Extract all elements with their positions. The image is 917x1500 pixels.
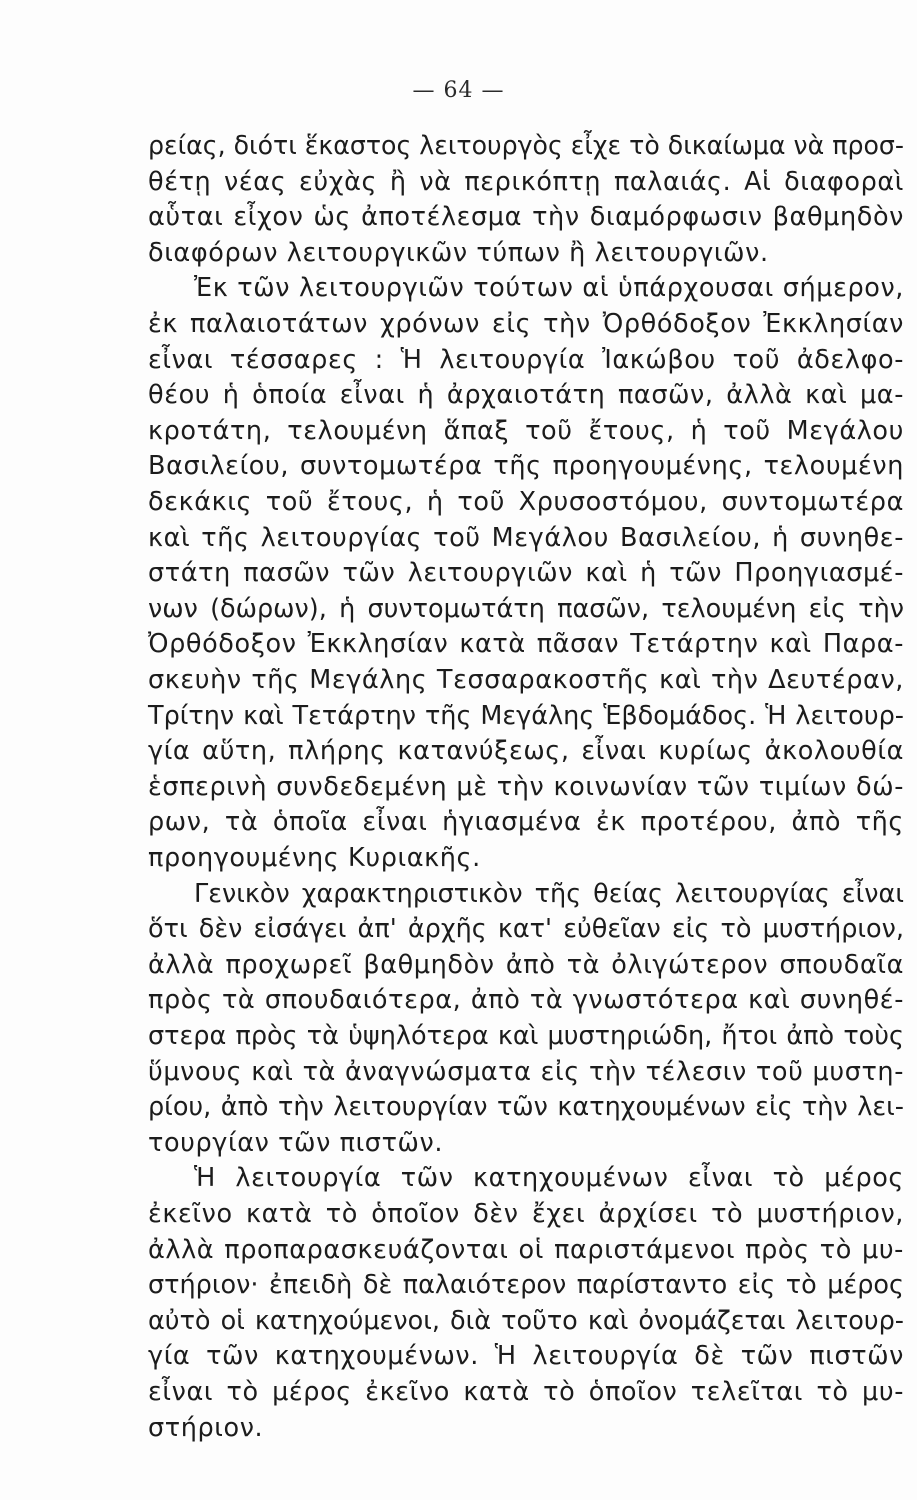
text-line: τουργίαν τῶν πιστῶν. [148, 1127, 444, 1158]
text-line: στήριον· ἐπειδὴ δὲ παλαιότερον παρίσταντο εἰς τὸ μέρος [148, 1270, 904, 1301]
text-line: θέου ἡ ὁποία εἶναι ἡ ἀρχαιοτάτη πασῶν, ἀλλὰ καὶ μα- [148, 380, 904, 411]
text-line: Ὀρθόδοξον Ἐκκλησίαν κατὰ πᾶσαν Τετάρτην καὶ Παρα- [148, 629, 904, 660]
text-line: Τρίτην καὶ Τετάρτην τῆς Μεγάλης Ἑβδομάδος. Ἡ λειτουρ- [148, 700, 904, 731]
text-line: αὗται εἶχον ὡς ἀποτέλεσμα τὴν διαμόρφωσιν βαθμηδὸν [148, 202, 904, 233]
text-line: ρίου, ἀπὸ τὴν λειτουργίαν τῶν κατηχουμένων εἰς τὴν λει- [148, 1092, 904, 1123]
text-line: ἐκεῖνο κατὰ τὸ ὁποῖον δὲν ἔχει ἀρχίσει τὸ μυστήριον, [148, 1199, 904, 1229]
text-line: στερα πρὸς τὰ ὑψηλότερα καὶ μυστηριώδη, ἤτοι ἀπὸ τοὺς [148, 1021, 904, 1051]
text-line: ρείας, διότι ἕκαστος λειτουργὸς εἶχε τὸ δικαίωμα νὰ προσ- [148, 131, 904, 161]
text-line: σκευὴν τῆς Μεγάλης Τεσσαρακοστῆς καὶ τὴν Δευτέραν, [148, 665, 904, 695]
text-line: στήριον. [148, 1412, 264, 1443]
text-line: αὐτὸ οἱ κατηχούμενοι, διὰ τοῦτο καὶ ὀνομάζεται λειτουρ- [148, 1305, 904, 1336]
text-line: ὕμνους καὶ τὰ ἀναγνώσματα εἰς τὴν τέλεσιν τοῦ μυστη- [148, 1056, 904, 1087]
text-line: καὶ τῆς λειτουργίας τοῦ Μεγάλου Βασιλείου, ἡ συνηθε- [148, 522, 904, 553]
text-line: Βασιλείου, συντομωτέρα τῆς προηγουμένης, τελουμένη [148, 451, 904, 482]
text-line: προηγουμένης Κυριακῆς. [148, 843, 481, 873]
text-line: γία αὕτη, πλήρης κατανύξεως, εἶναι κυρίως ἀκολουθία [148, 736, 904, 767]
text-line: στάτη πασῶν τῶν λειτουργιῶν καὶ ἡ τῶν Προηγιασμέ- [148, 558, 904, 589]
text-line: ἀλλὰ προπαρασκευάζονται οἱ παριστάμενοι πρὸς τὸ μυ- [148, 1234, 904, 1265]
text-line: ὅτι δὲν εἰσάγει ἀπ' ἀρχῆς κατ' εὐθεῖαν εἰς τὸ μυστήριον, [148, 914, 904, 945]
text-line: γία τῶν κατηχουμένων. Ἡ λειτουργία δὲ τῶν πιστῶν [148, 1341, 904, 1372]
text-line: εἶναι τὸ μέρος ἐκεῖνο κατὰ τὸ ὁποῖον τελεῖται τὸ μυ- [148, 1377, 904, 1407]
text-line: νων (δώρων), ἡ συντομωτάτη πασῶν, τελουμένη εἰς τὴν [148, 593, 904, 624]
text-line: δεκάκις τοῦ ἔτους, ἡ τοῦ Χρυσοστόμου, συντομωτέρα [148, 487, 904, 517]
text-line: κροτάτη, τελουμένη ἅπαξ τοῦ ἔτους, ἡ τοῦ Μεγάλου [148, 415, 904, 446]
text-line: εἶναι τέσσαρες : Ἡ λειτουργία Ἰακώβου τοῦ ἀδελφο- [148, 344, 904, 375]
text-line: Ἡ λειτουργία τῶν κατηχουμένων εἶναι τὸ μέρος [194, 1163, 904, 1194]
text-line: ἑσπερινὴ συνδεδεμένη μὲ τὴν κοινωνίαν τῶν τιμίων δώ- [148, 771, 904, 802]
text-line: θέτῃ νέας εὐχὰς ἢ νὰ περικόπτῃ παλαιάς. Αἱ διαφοραὶ [148, 166, 904, 197]
text-line: ἀλλὰ προχωρεῖ βαθμηδὸν ἀπὸ τὰ ὀλιγώτερον σπουδαῖα [148, 949, 904, 980]
text-line: ρων, τὰ ὁποῖα εἶναι ἡγιασμένα ἐκ προτέρου, ἀπὸ τῆς [148, 807, 904, 838]
text-line: ἐκ παλαιοτάτων χρόνων εἰς τὴν Ὀρθόδοξον Ἐκκλησίαν [148, 309, 904, 339]
text-line: διαφόρων λειτουργικῶν τύπων ἢ λειτουργιῶν. [148, 237, 769, 268]
text-line: Ἐκ τῶν λειτουργιῶν τούτων αἱ ὑπάρχουσαι σήμερον, [194, 273, 904, 304]
text-line: πρὸς τὰ σπουδαιότερα, ἀπὸ τὰ γνωστότερα καὶ συνηθέ- [148, 985, 904, 1016]
page-number: — 64 — [412, 78, 505, 103]
text-line: Γενικὸν χαρακτηριστικὸν τῆς θείας λειτουργίας εἶναι [194, 878, 904, 909]
